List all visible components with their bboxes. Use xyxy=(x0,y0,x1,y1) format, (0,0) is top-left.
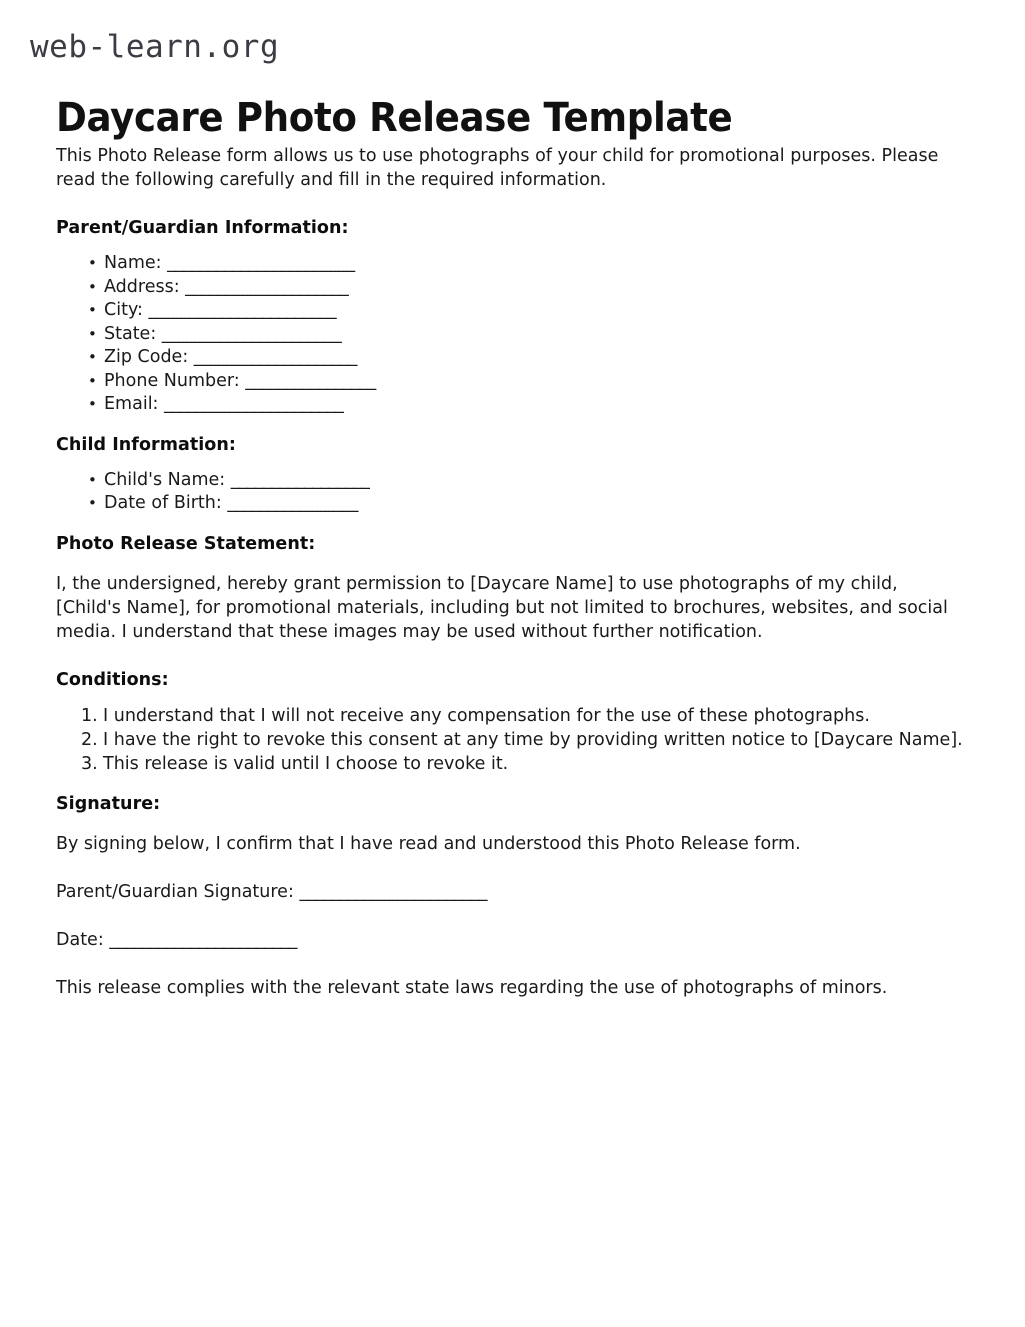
heading-conditions: Conditions: xyxy=(56,669,169,690)
intro-paragraph: This Photo Release form allows us to use photographs of your child for promotional purposes. Please read the following carefully and fill in the required information. xyxy=(56,146,939,190)
signature-blank[interactable]: _______________________ xyxy=(299,881,487,902)
field-blank[interactable]: ________________ xyxy=(227,493,358,513)
heading-photo-release-statement: Photo Release Statement: xyxy=(56,533,316,554)
heading-signature: Signature: xyxy=(56,793,161,814)
field-blank[interactable]: ______________________ xyxy=(164,394,344,414)
field-label: Child's Name: xyxy=(104,469,226,490)
field-blank[interactable]: ________________ xyxy=(245,370,376,391)
heading-parent-guardian-information: Parent/Guardian Information: xyxy=(56,218,349,238)
field-blank[interactable]: ______________________ xyxy=(161,323,342,344)
child-field-list xyxy=(56,469,968,516)
field-label: Address: xyxy=(104,276,180,297)
field-label: City: xyxy=(104,300,143,320)
signature-confirmation-text: By signing below, I confirm that I have read and understood this Photo Release form. xyxy=(56,833,801,854)
list-item xyxy=(104,276,968,300)
parent-guardian-field-list xyxy=(56,252,968,417)
date-blank[interactable]: _______________________ xyxy=(109,929,297,950)
list-item xyxy=(104,393,968,417)
date-line xyxy=(56,928,968,952)
field-blank[interactable]: _______________________ xyxy=(148,300,336,320)
list-item xyxy=(104,299,968,323)
field-blank[interactable]: _______________________ xyxy=(167,253,355,273)
list-item xyxy=(104,370,968,394)
list-item: I understand that I will not receive any compensation for the use of these photographs. xyxy=(103,705,870,726)
field-label: State: xyxy=(104,323,157,344)
date-label: Date: xyxy=(56,929,104,950)
field-label: Phone Number: xyxy=(104,370,240,391)
signature-label: Parent/Guardian Signature: xyxy=(56,881,294,902)
field-label: Email: xyxy=(104,394,159,414)
conditions-list xyxy=(56,704,968,776)
compliance-note: This release complies with the relevant state laws regarding the use of photographs of minors. xyxy=(56,977,888,998)
field-label: Name: xyxy=(104,253,162,273)
list-item xyxy=(104,469,968,493)
heading-child-information: Child Information: xyxy=(56,434,236,455)
page-title: Daycare Photo Release Template xyxy=(56,94,733,141)
list-item xyxy=(104,492,968,516)
document-body xyxy=(56,144,968,1000)
field-label: Zip Code: xyxy=(104,347,189,367)
field-label: Date of Birth: xyxy=(104,493,222,513)
list-item: I have the right to revoke this consent at any time by providing written notice to [Daycare Name]. xyxy=(103,729,963,750)
list-item xyxy=(104,346,968,370)
site-brand-watermark: web-learn.org xyxy=(30,29,280,65)
list-item xyxy=(104,323,968,347)
field-blank[interactable]: ____________________ xyxy=(193,347,357,367)
list-item xyxy=(104,252,968,276)
list-item: This release is valid until I choose to revoke it. xyxy=(103,753,509,774)
parent-guardian-signature-line xyxy=(56,880,968,904)
field-blank[interactable]: ____________________ xyxy=(185,276,349,297)
photo-release-statement-body: I, the undersigned, hereby grant permission to [Daycare Name] to use photographs of my child, [Child's Name], for promotional materials, including but not limited to brochures, websites, and social media. I understand that these images may be used without further notification. xyxy=(56,573,948,642)
field-blank[interactable]: _________________ xyxy=(230,469,370,490)
